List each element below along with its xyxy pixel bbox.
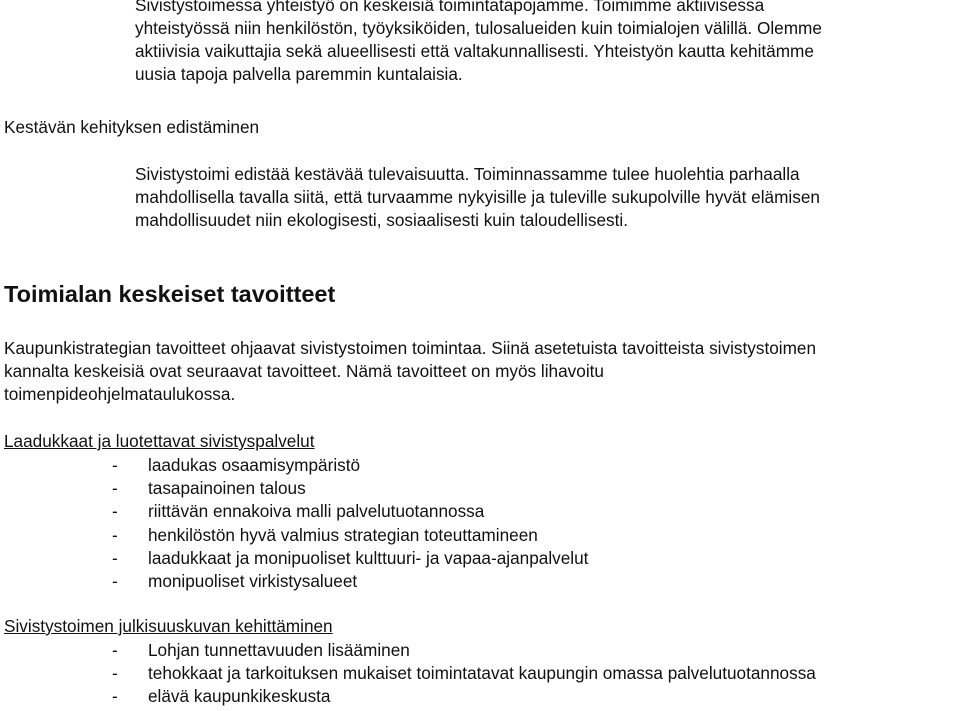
list-item-text: Lohjan tunnettavuuden lisääminen xyxy=(148,640,410,660)
intro-line: uusia tapoja palvella paremmin kuntalaisia. xyxy=(135,64,463,84)
bullet-dash: - xyxy=(112,455,118,475)
bullet-dash: - xyxy=(112,524,118,545)
list-item-text: tasapainoinen talous xyxy=(148,478,306,499)
sustainable-line: mahdollisuudet niin ekologisesti, sosiaalisesti kuin taloudellisesti. xyxy=(135,210,628,230)
intro-line: yhteistyössä niin henkilöstön, työyksiköiden, tulosalueiden kuin toimialojen välillä. Olemme xyxy=(135,18,822,38)
sustainable-line: Sivistystoimi edistää kestävää tulevaisuutta. Toiminnassamme tulee huolehtia parhaalla xyxy=(135,164,800,184)
goals-intro-line: Kaupunkistrategian tavoitteet ohjaavat sivistystoimen toimintaa. Siinä asetetuista tavoitteista sivistystoimen xyxy=(4,338,817,358)
bullet-dash: - xyxy=(112,547,118,568)
bullet-dash: - xyxy=(112,640,118,660)
bullet-dash: - xyxy=(112,478,118,499)
sustainable-development-label: Kestävän kehityksen edistäminen xyxy=(4,117,260,137)
goals-intro-line: toimenpideohjelmataulukossa. xyxy=(4,384,236,404)
goals-intro-line: kannalta keskeisiä ovat seuraavat tavoitteet. Nämä tavoitteet on myös lihavoitu xyxy=(4,361,604,381)
list-item-text: tehokkaat ja tarkoituksen mukaiset toimintatavat kaupungin omassa palvelutuotannossa xyxy=(148,663,816,684)
intro-line: Sivistystoimessa yhteistyö on keskeisiä toimintatapojamme. Toimimme aktiivisessa xyxy=(135,0,765,15)
list-item-text: elävä kaupunkikeskusta xyxy=(148,686,331,707)
list-item-text: laadukkaat ja monipuoliset kulttuuri- ja vapaa-ajanpalvelut xyxy=(148,547,589,568)
bullet-dash: - xyxy=(112,570,118,591)
bullet-dash: - xyxy=(112,686,118,707)
goal-group-title: Laadukkaat ja luotettavat sivistyspalvelut xyxy=(4,431,315,451)
list-item-text: laadukas osaamisympäristö xyxy=(148,455,361,475)
intro-paragraph xyxy=(135,0,822,86)
goal-group-title: Sivistystoimen julkisuuskuvan kehittäminen xyxy=(4,616,333,636)
section-heading: Toimialan keskeiset tavoitteet xyxy=(4,281,336,307)
list-item-text: monipuoliset virkistysalueet xyxy=(148,570,358,591)
list-item-text: henkilöstön hyvä valmius strategian toteuttamineen xyxy=(148,524,538,545)
sustainable-development-paragraph xyxy=(135,163,820,232)
bullet-dash: - xyxy=(112,663,118,684)
list-item-text: riittävän ennakoiva malli palvelutuotannossa xyxy=(148,501,485,522)
intro-line: aktiivisia vaikuttajia sekä alueellisesti että valtakunnallisesti. Yhteistyön kautta kehitämme xyxy=(135,41,814,61)
goals-intro-paragraph xyxy=(4,337,816,406)
bullet-dash: - xyxy=(112,501,118,522)
sustainable-line: mahdollisella tavalla siitä, että turvaamme nykyisille ja tuleville sukupolville hyvät elämisen xyxy=(135,187,820,207)
